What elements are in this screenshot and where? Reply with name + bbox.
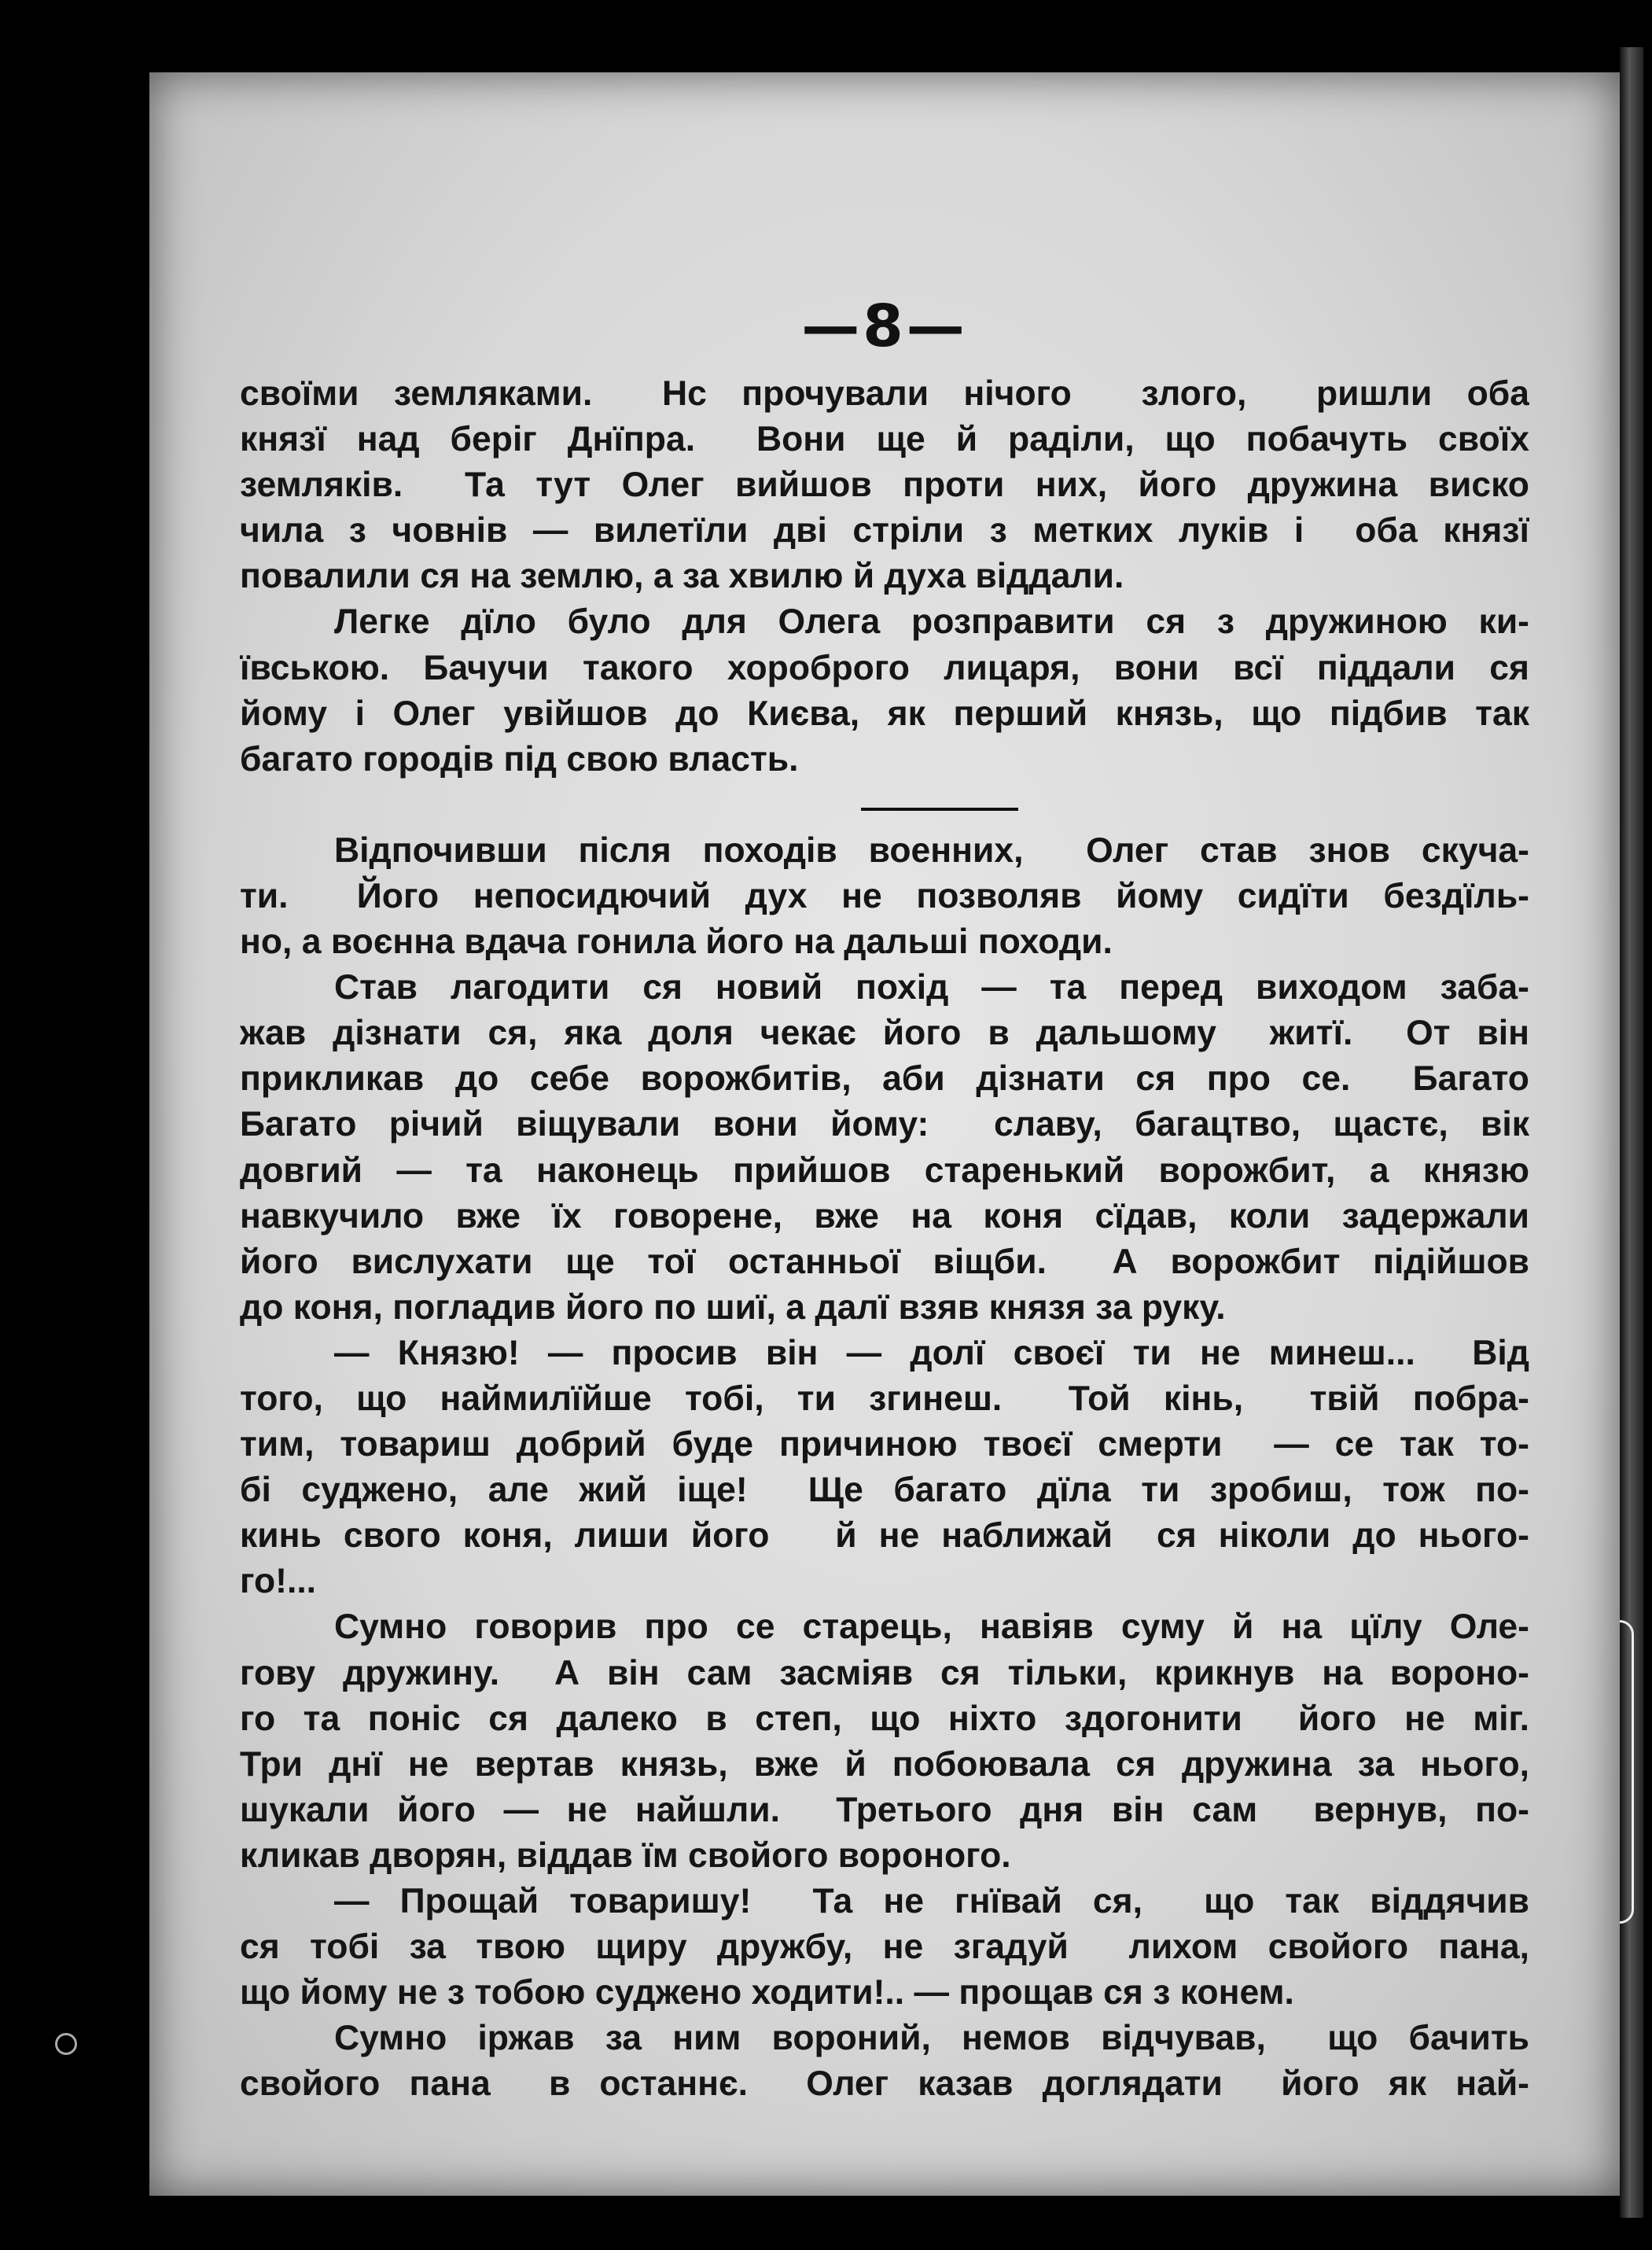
text-line: що йому не з тобою суджено ходити!.. — прощав ся з конем. xyxy=(240,1973,1294,2012)
text-line: кликав дворян, віддав їм свойого вороного. xyxy=(240,1836,1011,1875)
text-line: ївською. Бачучи такого хороброго лицаря, вони всї піддали ся xyxy=(240,648,1529,687)
page-number: —8— xyxy=(801,293,968,360)
text-line: кинь свого коня, лиши його й не наближай ся ніколи до нього- xyxy=(240,1516,1529,1556)
text-line: князї над беріг Днїпра. Вони ще й раділи, що побачуть своїх xyxy=(240,420,1529,459)
text-line: своїми земляками. Нс прочували нічого злого, ришли оба xyxy=(240,374,1529,413)
text-line: ся тобі за твою щиру дружбу, не згадуй лихом свойого пана, xyxy=(240,1928,1529,1967)
text-line: жав дізнати ся, яка доля чекає його в дальшому житї. От він xyxy=(240,1014,1529,1053)
text-line: чила з човнів — вилетїли дві стріли з метких луків і оба князї xyxy=(240,511,1529,551)
text-line: бі суджено, але жий іще! Ще багато дїла ти зробиш, тож по- xyxy=(240,1471,1529,1510)
text-line: — Князю! — просив він — долї своєї ти не минеш... Від xyxy=(334,1333,1529,1372)
text-line: тим, товариш добрий буде причиною твоєї смерти — се так то- xyxy=(240,1425,1529,1464)
text-line: Сумно говорив про се старець, навіяв суму й на цїлу Оле- xyxy=(334,1607,1529,1647)
text-line: шукали його — не найшли. Третього дня він сам вернув, по- xyxy=(240,1790,1529,1829)
body-text xyxy=(240,371,1529,2107)
text-line: Легке дїло було для Олега розправити ся з дружиною ки- xyxy=(334,602,1529,642)
text-line: Три днї не вертав князь, вже й побоювала ся дружина за нього, xyxy=(240,1744,1529,1784)
text-line: Відпочивши після походів военних, Олег став знов скуча- xyxy=(334,830,1529,870)
text-line: прикликав до себе ворожбитів, аби дізнати ся про се. Багато xyxy=(240,1059,1529,1099)
text-line: гову дружину. А він сам засміяв ся тільки, крикнув на вороно- xyxy=(240,1653,1529,1692)
text-line: го та поніс ся далеко в степ, що ніхто здогонити його не міг. xyxy=(240,1699,1529,1738)
text-line: повалили ся на землю, а за хвилю й духа віддали. xyxy=(240,557,1124,596)
text-line: земляків. Та тут Олег вийшов проти них, його дружина виско xyxy=(240,466,1529,505)
text-line: йому і Олег увійшов до Києва, як перший князь, що підбив так xyxy=(240,694,1529,733)
text-line: навкучило вже їх говорене, вже на коня сїдав, коли задержали xyxy=(240,1196,1529,1235)
margin-mark xyxy=(55,2033,77,2055)
text-line: го!... xyxy=(240,1562,317,1601)
text-line: довгий — та наконець прийшов старенький ворожбит, а князю xyxy=(240,1151,1529,1190)
text-line: того, що наймилїйше тобі, ти згинеш. Той кінь, твій побра- xyxy=(240,1379,1529,1418)
text-line: — Прощай товаришу! Та не гнївай ся, що так віддячив xyxy=(334,1882,1529,1920)
text-line: Став лагодити ся новий похід — та перед виходом заба- xyxy=(334,968,1529,1007)
text-line: ти. Його непосидючий дух не позволяв йому сидїти бездїль- xyxy=(240,876,1529,915)
page-sheet xyxy=(149,72,1620,2196)
text-line: Багато річий віщували вони йому: славу, багацтво, щастє, вік xyxy=(240,1105,1529,1144)
text-line: свойого пана в останнє. Олег казав доглядати його як най- xyxy=(240,2064,1529,2104)
text-line: Сумно іржав за ним вороний, немов відчував, що бачить xyxy=(334,2019,1529,2058)
text-line: до коня, погладив його по шиї, а далї взяв князя за руку. xyxy=(240,1287,1226,1327)
text-line: його вислухати ще тої останньої віщби. А ворожбит підійшов xyxy=(240,1242,1529,1281)
section-divider xyxy=(240,783,1529,828)
text-line: багато городів під свою власть. xyxy=(240,739,799,779)
text-line: но, а воєнна вдача гонила його на дальші походи. xyxy=(240,922,1113,962)
